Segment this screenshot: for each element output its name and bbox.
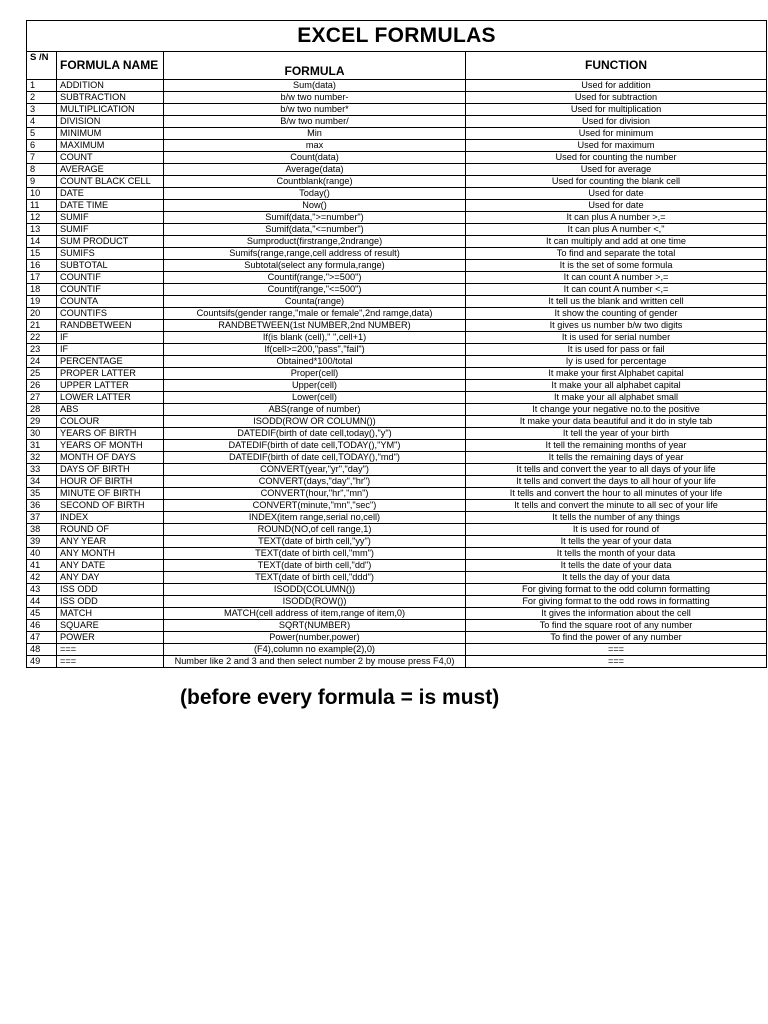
- cell-sn: 20: [27, 308, 57, 320]
- cell-function: It gives the information about the cell: [466, 608, 767, 620]
- cell-sn: 26: [27, 380, 57, 392]
- cell-sn: 3: [27, 104, 57, 116]
- cell-sn: 35: [27, 488, 57, 500]
- cell-formula: CONVERT(days,"day","hr"): [164, 476, 466, 488]
- cell-sn: 16: [27, 260, 57, 272]
- cell-sn: 49: [27, 656, 57, 668]
- cell-function: Used for subtraction: [466, 92, 767, 104]
- table-row: [27, 92, 767, 104]
- cell-sn: 47: [27, 632, 57, 644]
- cell-formula: (F4),column no example(2),0): [164, 644, 466, 656]
- cell-function: To find the square root of any number: [466, 620, 767, 632]
- cell-formula: If(cell>=200,"pass","fail"): [164, 344, 466, 356]
- cell-formula-name: COLOUR: [57, 416, 164, 428]
- table-row: [27, 152, 767, 164]
- table-row: [27, 368, 767, 380]
- cell-sn: 32: [27, 452, 57, 464]
- cell-function: Used for counting the number: [466, 152, 767, 164]
- cell-formula: MATCH(cell address of item,range of item,0): [164, 608, 466, 620]
- table-row: [27, 284, 767, 296]
- cell-formula-name: ANY DATE: [57, 560, 164, 572]
- table-row: [27, 476, 767, 488]
- cell-function: It tells the day of your data: [466, 572, 767, 584]
- cell-formula-name: COUNT: [57, 152, 164, 164]
- cell-function: It make your all alphabet small: [466, 392, 767, 404]
- cell-formula-name: ANY YEAR: [57, 536, 164, 548]
- table-row: [27, 632, 767, 644]
- cell-sn: 38: [27, 524, 57, 536]
- cell-formula: TEXT(date of birth cell,"mm"): [164, 548, 466, 560]
- table-row: [27, 404, 767, 416]
- cell-function: It tell us the blank and written cell: [466, 296, 767, 308]
- cell-formula-name: HOUR OF BIRTH: [57, 476, 164, 488]
- cell-formula-name: SQUARE: [57, 620, 164, 632]
- cell-formula: Sumif(data,">=number"): [164, 212, 466, 224]
- cell-function: ===: [466, 656, 767, 668]
- cell-formula-name: YEARS OF BIRTH: [57, 428, 164, 440]
- cell-function: Iy is used for percentage: [466, 356, 767, 368]
- cell-function: For giving format to the odd rows in formatting: [466, 596, 767, 608]
- cell-formula-name: COUNTIF: [57, 272, 164, 284]
- table-row: [27, 428, 767, 440]
- cell-formula-name: SUBTRACTION: [57, 92, 164, 104]
- cell-formula-name: MINUTE OF BIRTH: [57, 488, 164, 500]
- table-row: [27, 380, 767, 392]
- cell-formula: Upper(cell): [164, 380, 466, 392]
- table-row: [27, 596, 767, 608]
- cell-sn: 5: [27, 128, 57, 140]
- cell-function: It tell the year of your birth: [466, 428, 767, 440]
- cell-formula-name: COUNTIFS: [57, 308, 164, 320]
- cell-function: To find and separate the total: [466, 248, 767, 260]
- cell-formula: b/w two number-: [164, 92, 466, 104]
- cell-formula-name: IF: [57, 332, 164, 344]
- cell-formula-name: SUM PRODUCT: [57, 236, 164, 248]
- table-row: [27, 608, 767, 620]
- table-row: [27, 452, 767, 464]
- cell-formula-name: INDEX: [57, 512, 164, 524]
- cell-sn: 23: [27, 344, 57, 356]
- cell-sn: 4: [27, 116, 57, 128]
- cell-formula: INDEX(item range,serial no,cell): [164, 512, 466, 524]
- cell-function: It make your first Alphabet capital: [466, 368, 767, 380]
- cell-formula: If(is blank (cell)," ",cell+1): [164, 332, 466, 344]
- cell-sn: 18: [27, 284, 57, 296]
- cell-function: It can plus A number <,": [466, 224, 767, 236]
- formula-sheet: [26, 20, 766, 668]
- cell-function: It change your negative no.to the positive: [466, 404, 767, 416]
- cell-formula: B/w two number/: [164, 116, 466, 128]
- cell-formula: Number like 2 and 3 and then select number 2 by mouse press F4,0): [164, 656, 466, 668]
- cell-function: It tell the remaining months of year: [466, 440, 767, 452]
- cell-formula-name: UPPER LATTER: [57, 380, 164, 392]
- cell-function: It tells and convert the hour to all minutes of your life: [466, 488, 767, 500]
- cell-formula: Min: [164, 128, 466, 140]
- cell-sn: 1: [27, 80, 57, 92]
- cell-function: For giving format to the odd column formatting: [466, 584, 767, 596]
- cell-formula-name: IF: [57, 344, 164, 356]
- table-row: [27, 224, 767, 236]
- cell-function: It tells the remaining days of year: [466, 452, 767, 464]
- table-row: [27, 560, 767, 572]
- table-row: [27, 188, 767, 200]
- table-row: [27, 656, 767, 668]
- cell-sn: 21: [27, 320, 57, 332]
- cell-formula-name: MULTIPLICATION: [57, 104, 164, 116]
- table-row: [27, 572, 767, 584]
- cell-sn: 8: [27, 164, 57, 176]
- cell-function: It can multiply and add at one time: [466, 236, 767, 248]
- cell-formula: TEXT(date of birth cell,"yy"): [164, 536, 466, 548]
- cell-sn: 37: [27, 512, 57, 524]
- cell-sn: 28: [27, 404, 57, 416]
- cell-formula-name: COUNTIF: [57, 284, 164, 296]
- table-row: [27, 332, 767, 344]
- cell-formula-name: MAXIMUM: [57, 140, 164, 152]
- cell-formula-name: ISS ODD: [57, 596, 164, 608]
- cell-formula: ROUND(NO,of cell range,1): [164, 524, 466, 536]
- table-row: [27, 500, 767, 512]
- formula-note: (before every formula = is must): [180, 686, 500, 709]
- cell-function: Used for multiplication: [466, 104, 767, 116]
- cell-formula: Sumproduct(firstrange,2ndrange): [164, 236, 466, 248]
- cell-formula: Today(): [164, 188, 466, 200]
- cell-sn: 2: [27, 92, 57, 104]
- cell-function: It is used for pass or fail: [466, 344, 767, 356]
- cell-formula: Sumifs(range,range,cell address of result): [164, 248, 466, 260]
- cell-formula-name: COUNT BLACK CELL: [57, 176, 164, 188]
- cell-sn: 30: [27, 428, 57, 440]
- cell-formula: DATEDIF(birth of date cell,today(),"y"): [164, 428, 466, 440]
- cell-function: It is used for round of: [466, 524, 767, 536]
- cell-function: It gives us number b/w two digits: [466, 320, 767, 332]
- cell-formula-name: DATE: [57, 188, 164, 200]
- cell-formula-name: ABS: [57, 404, 164, 416]
- cell-sn: 44: [27, 596, 57, 608]
- cell-function: It can count A number <,=: [466, 284, 767, 296]
- cell-formula-name: SUMIF: [57, 224, 164, 236]
- cell-function: Used for division: [466, 116, 767, 128]
- cell-formula-name: RANDBETWEEN: [57, 320, 164, 332]
- table-row: [27, 392, 767, 404]
- cell-function: It tells and convert the year to all days of your life: [466, 464, 767, 476]
- cell-formula-name: LOWER LATTER: [57, 392, 164, 404]
- cell-formula: Lower(cell): [164, 392, 466, 404]
- cell-sn: 48: [27, 644, 57, 656]
- table-row: [27, 164, 767, 176]
- table-row: [27, 128, 767, 140]
- cell-sn: 27: [27, 392, 57, 404]
- header-row: [27, 52, 767, 80]
- formula-table: [26, 20, 767, 668]
- cell-formula-name: PROPER LATTER: [57, 368, 164, 380]
- title-row: [27, 21, 767, 52]
- cell-formula-name: ===: [57, 656, 164, 668]
- cell-sn: 9: [27, 176, 57, 188]
- cell-sn: 13: [27, 224, 57, 236]
- cell-formula-name: MONTH OF DAYS: [57, 452, 164, 464]
- cell-formula-name: ISS ODD: [57, 584, 164, 596]
- cell-formula: Power(number,power): [164, 632, 466, 644]
- cell-formula: Obtained*100/total: [164, 356, 466, 368]
- cell-function: It is the set of some formula: [466, 260, 767, 272]
- cell-sn: 42: [27, 572, 57, 584]
- table-row: [27, 536, 767, 548]
- cell-formula: CONVERT(minute,"mn","sec"): [164, 500, 466, 512]
- table-row: [27, 488, 767, 500]
- table-row: [27, 212, 767, 224]
- cell-function: It make your all alphabet capital: [466, 380, 767, 392]
- cell-formula: ISODD(COLUMN()): [164, 584, 466, 596]
- cell-sn: 25: [27, 368, 57, 380]
- cell-formula: DATEDIF(birth of date cell,TODAY(),"md"): [164, 452, 466, 464]
- table-row: [27, 176, 767, 188]
- header-formula: FORMULA: [164, 52, 466, 80]
- cell-sn: 6: [27, 140, 57, 152]
- cell-sn: 14: [27, 236, 57, 248]
- cell-sn: 36: [27, 500, 57, 512]
- cell-formula: Countif(range,">=500"): [164, 272, 466, 284]
- table-row: [27, 140, 767, 152]
- cell-formula: max: [164, 140, 466, 152]
- cell-sn: 45: [27, 608, 57, 620]
- cell-sn: 40: [27, 548, 57, 560]
- cell-sn: 11: [27, 200, 57, 212]
- cell-formula: Subtotal(select any formula,range): [164, 260, 466, 272]
- cell-function: It make your data beautiful and it do in style tab: [466, 416, 767, 428]
- table-row: [27, 104, 767, 116]
- cell-function: To find the power of any number: [466, 632, 767, 644]
- cell-function: It can plus A number >,=: [466, 212, 767, 224]
- cell-formula-name: SECOND OF BIRTH: [57, 500, 164, 512]
- cell-function: It tells the month of your data: [466, 548, 767, 560]
- cell-sn: 19: [27, 296, 57, 308]
- cell-function: It tells and convert the minute to all sec of your life: [466, 500, 767, 512]
- cell-function: It tells and convert the days to all hour of your life: [466, 476, 767, 488]
- table-row: [27, 344, 767, 356]
- cell-formula: TEXT(date of birth cell,"ddd"): [164, 572, 466, 584]
- cell-sn: 41: [27, 560, 57, 572]
- cell-function: Used for maximum: [466, 140, 767, 152]
- table-row: [27, 548, 767, 560]
- cell-sn: 15: [27, 248, 57, 260]
- cell-formula: Average(data): [164, 164, 466, 176]
- cell-sn: 29: [27, 416, 57, 428]
- sheet-title: EXCEL FORMULAS: [27, 21, 767, 52]
- cell-sn: 39: [27, 536, 57, 548]
- cell-function: It is used for serial number: [466, 332, 767, 344]
- header-sn: S /N: [27, 52, 57, 80]
- cell-function: Used for minimum: [466, 128, 767, 140]
- cell-formula: ABS(range of number): [164, 404, 466, 416]
- cell-formula: Countif(range,"<=500"): [164, 284, 466, 296]
- cell-sn: 33: [27, 464, 57, 476]
- cell-formula: Sum(data): [164, 80, 466, 92]
- cell-function: Used for date: [466, 200, 767, 212]
- table-row: [27, 356, 767, 368]
- table-row: [27, 644, 767, 656]
- table-row: [27, 200, 767, 212]
- cell-function: Used for counting the blank cell: [466, 176, 767, 188]
- cell-formula-name: MATCH: [57, 608, 164, 620]
- cell-sn: 31: [27, 440, 57, 452]
- table-row: [27, 584, 767, 596]
- cell-formula-name: ADDITION: [57, 80, 164, 92]
- cell-formula-name: DIVISION: [57, 116, 164, 128]
- cell-function: Used for addition: [466, 80, 767, 92]
- cell-sn: 46: [27, 620, 57, 632]
- cell-formula-name: COUNTA: [57, 296, 164, 308]
- cell-sn: 22: [27, 332, 57, 344]
- cell-formula-name: ROUND OF: [57, 524, 164, 536]
- cell-formula-name: DAYS OF BIRTH: [57, 464, 164, 476]
- cell-function: Used for average: [466, 164, 767, 176]
- cell-formula-name: MINIMUM: [57, 128, 164, 140]
- cell-formula: Now(): [164, 200, 466, 212]
- table-row: [27, 236, 767, 248]
- table-row: [27, 620, 767, 632]
- cell-formula: CONVERT(year,"yr","day"): [164, 464, 466, 476]
- table-row: [27, 464, 767, 476]
- cell-formula: Counta(range): [164, 296, 466, 308]
- cell-formula-name: AVERAGE: [57, 164, 164, 176]
- cell-sn: 43: [27, 584, 57, 596]
- cell-formula-name: SUMIF: [57, 212, 164, 224]
- cell-formula: Countsifs(gender range,"male or female",2nd ramge,data): [164, 308, 466, 320]
- formula-rows: [27, 80, 767, 668]
- cell-formula: ISODD(ROW()): [164, 596, 466, 608]
- table-row: [27, 524, 767, 536]
- cell-function: It tells the date of your data: [466, 560, 767, 572]
- cell-function: Used for date: [466, 188, 767, 200]
- cell-formula: Count(data): [164, 152, 466, 164]
- table-row: [27, 440, 767, 452]
- table-row: [27, 320, 767, 332]
- cell-formula: RANDBETWEEN(1st NUMBER,2nd NUMBER): [164, 320, 466, 332]
- table-row: [27, 116, 767, 128]
- cell-sn: 24: [27, 356, 57, 368]
- table-row: [27, 296, 767, 308]
- table-row: [27, 272, 767, 284]
- table-row: [27, 248, 767, 260]
- cell-formula: SQRT(NUMBER): [164, 620, 466, 632]
- header-formula-name: FORMULA NAME: [57, 52, 164, 80]
- cell-function: It can count A number >,=: [466, 272, 767, 284]
- cell-formula: Sumif(data,"<=number"): [164, 224, 466, 236]
- cell-function: It tells the number of any things: [466, 512, 767, 524]
- cell-function: ===: [466, 644, 767, 656]
- cell-sn: 17: [27, 272, 57, 284]
- cell-formula-name: ANY DAY: [57, 572, 164, 584]
- table-row: [27, 416, 767, 428]
- cell-formula-name: YEARS OF MONTH: [57, 440, 164, 452]
- cell-formula: DATEDIF(birth of date cell,TODAY(),"YM"): [164, 440, 466, 452]
- cell-function: It tells the year of your data: [466, 536, 767, 548]
- cell-sn: 10: [27, 188, 57, 200]
- table-row: [27, 512, 767, 524]
- cell-formula-name: DATE TIME: [57, 200, 164, 212]
- table-row: [27, 308, 767, 320]
- cell-formula: Countblank(range): [164, 176, 466, 188]
- cell-function: It show the counting of gender: [466, 308, 767, 320]
- cell-formula-name: POWER: [57, 632, 164, 644]
- cell-formula: Proper(cell): [164, 368, 466, 380]
- cell-sn: 12: [27, 212, 57, 224]
- cell-sn: 34: [27, 476, 57, 488]
- cell-formula-name: SUMIFS: [57, 248, 164, 260]
- header-function: FUNCTION: [466, 52, 767, 80]
- table-row: [27, 260, 767, 272]
- cell-formula: CONVERT(hour,"hr","mn"): [164, 488, 466, 500]
- cell-formula-name: ANY MONTH: [57, 548, 164, 560]
- cell-formula-name: PERCENTAGE: [57, 356, 164, 368]
- cell-formula: TEXT(date of birth cell,"dd"): [164, 560, 466, 572]
- cell-formula-name: ===: [57, 644, 164, 656]
- cell-sn: 7: [27, 152, 57, 164]
- cell-formula: ISODD(ROW OR COLUMN()): [164, 416, 466, 428]
- cell-formula-name: SUBTOTAL: [57, 260, 164, 272]
- cell-formula: b/w two number*: [164, 104, 466, 116]
- table-row: [27, 80, 767, 92]
